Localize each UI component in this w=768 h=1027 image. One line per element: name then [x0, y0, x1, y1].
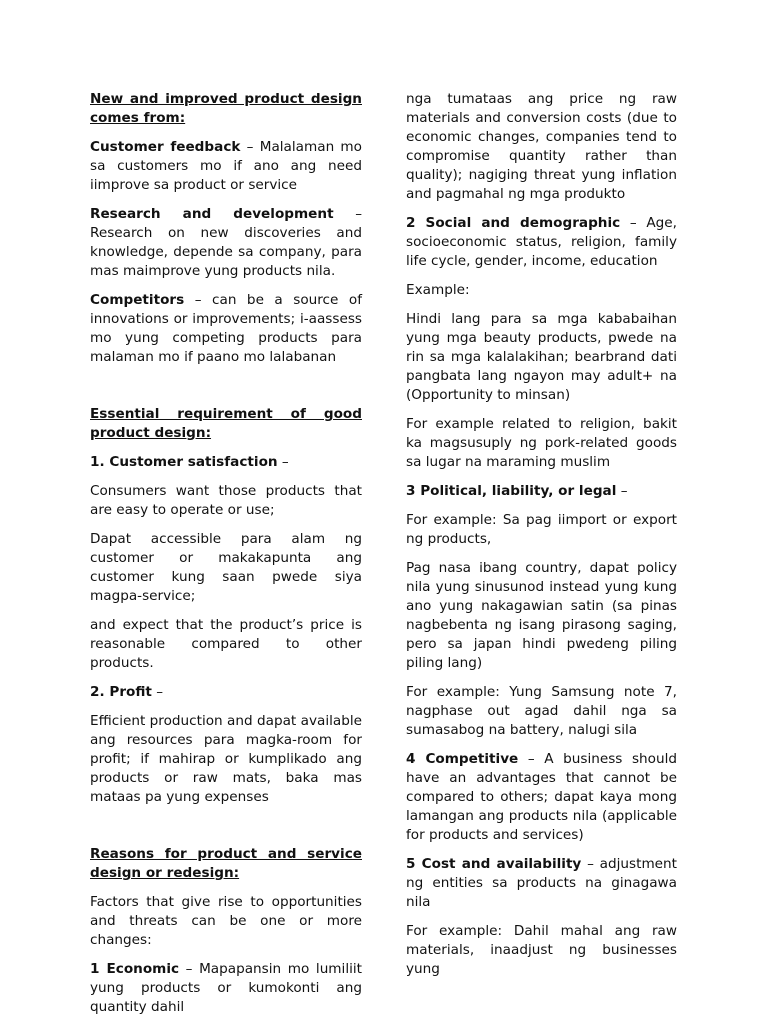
paragraph-political-example-3: For example: Yung Samsung note 7, nagphase out agad dahil nga sa sumasabog na battery, nalugi sila [406, 684, 677, 738]
term-cost-availability: 5 Cost and availability [406, 856, 582, 872]
paragraph-reasons-intro: Factors that give rise to opportunities and threats can be one or more changes: [90, 894, 362, 948]
text-cost-availability: – adjustment ng entities sa products na ginagawa nila [406, 856, 677, 910]
term-economic: 1 Economic [90, 961, 180, 977]
section-heading-improved-design: New and improved product design comes from: [90, 91, 362, 126]
paragraph-cost-availability [406, 855, 677, 912]
paragraph-req1-1: Consumers want those products that are easy to operate or use; [90, 483, 362, 518]
term-customer-satisfaction: 1. Customer satisfaction [90, 454, 278, 470]
requirement-profit [90, 683, 362, 702]
section-heading-essential-requirement: Essential requirement of good product design: [90, 406, 362, 441]
term-social-demographic: 2 Social and demographic [406, 215, 621, 231]
paragraph-req2-1: Efficient production and dapat available ang resources para magka-room for profit; if mahirap or kumplikado ang products or raw mats, baka mas mataas pa yung expenses [90, 713, 362, 805]
left-column [90, 90, 362, 1027]
paragraph-political [406, 482, 677, 501]
paragraph-customer-feedback [90, 138, 362, 195]
text-customer-feedback: – Malalaman mo sa customers mo if ano ang need iimprove sa product or service [90, 139, 362, 193]
term-competitive: 4 Competitive [406, 751, 519, 767]
paragraph-social-example-2: For example related to religion, bakit ka magsusuply ng pork-related goods sa lugar na maraming muslim [406, 416, 677, 470]
dash: – [277, 454, 289, 470]
term-profit: 2. Profit [90, 684, 152, 700]
term-research: Research and development [90, 206, 334, 222]
right-column [406, 90, 677, 989]
paragraph-req1-2: Dapat accessible para alam ng customer or makakapunta ang customer kung saan pwede siya magpa-service; [90, 531, 362, 604]
requirement-customer-satisfaction [90, 453, 362, 472]
paragraph-competitive [406, 750, 677, 845]
term-competitors: Competitors [90, 292, 185, 308]
text-competitive: – A business should have an advantages that cannot be compared to others; dapat kaya mong lamangan ang products nila (applicable for products and services) [406, 751, 677, 843]
paragraph-cost-example: For example: Dahil mahal ang raw materials, inaadjust ng businesses yung [406, 923, 677, 977]
text-economic: – Mapapansin mo lumiliit yung products or kumokonti ang quantity dahil [90, 961, 362, 1015]
term-customer-feedback: Customer feedback [90, 139, 241, 155]
paragraph-social-demographic [406, 214, 677, 271]
paragraph-political-example-2: Pag nasa ibang country, dapat policy nila yung sinusunod instead yung kung ano yung nakagawian satin (sa pinas nagbebenta ng isang pirasong saging, pero sa japan hindi pwedeng piling piling lang) [406, 560, 677, 671]
paragraph-req1-3: and expect that the product’s price is reasonable compared to other products. [90, 617, 362, 671]
paragraph-economic-continued: nga tumataas ang price ng raw materials and conversion costs (due to economic changes, companies tend to compromise quantity rather than quality); nagiging threat yung inflation and pagmahal ng mga produkto [406, 91, 677, 202]
section-heading-reasons: Reasons for product and service design or redesign: [90, 846, 362, 881]
term-political: 3 Political, liability, or legal [406, 483, 617, 499]
dash: – [616, 483, 628, 499]
text-social-demographic: – Age, socioeconomic status, religion, family life cycle, gender, income, education [406, 215, 677, 269]
text-competitors: – can be a source of innovations or improvements; i-aassess mo yung competing products para malaman mo if paano mo lalabanan [90, 292, 362, 365]
dash: – [151, 684, 164, 700]
label-example: Example: [406, 282, 470, 298]
paragraph-research [90, 205, 362, 281]
paragraph-political-example-1: For example: Sa pag iimport or export ng products, [406, 512, 677, 547]
text-research: – Research on new discoveries and knowledge, depende sa company, para mas maimprove yung products nila. [90, 206, 362, 279]
paragraph-economic [90, 960, 362, 1017]
paragraph-social-example-1: Hindi lang para sa mga kababaihan yung mga beauty products, pwede na rin sa mga kalalakihan; bearbrand dati pangbata lang ngayon may adult+ na (Opportunity to minsan) [406, 311, 677, 403]
paragraph-competitors [90, 291, 362, 367]
